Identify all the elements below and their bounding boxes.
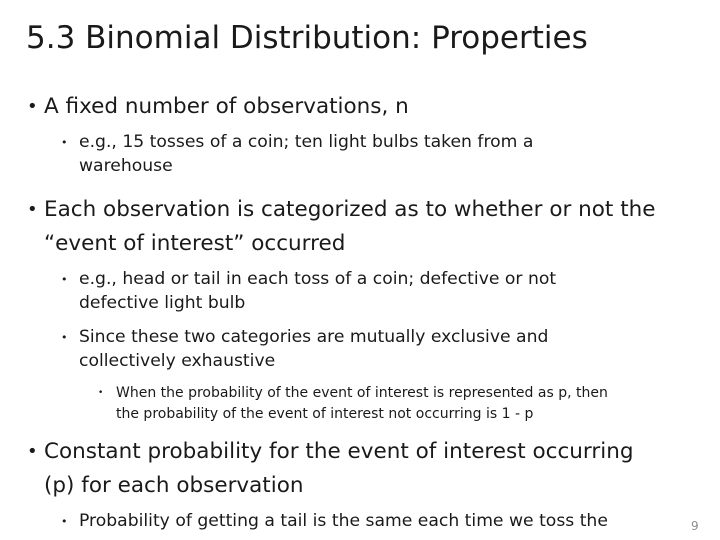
bullet-text: A fixed number of observations, n [44,94,409,119]
bullet-text-line: warehouse [79,155,173,176]
sub-sub-bullet-probability-p [98,383,608,424]
bullet-text-line: When the probability of the event of interest is represented as p, then [116,385,608,401]
bullet-text-line: Since these two categories are mutually exclusive and [79,327,549,347]
bullet-text-line: Each observation is categorized as to whether or not the [44,197,656,222]
bullet-marker: • [98,388,104,398]
bullet-marker: • [61,331,68,344]
bullet-marker: • [27,96,38,117]
bullet-text-line: (p) for each observation [44,473,304,498]
bullet-text-line: “event of interest” occurred [44,231,346,256]
bullet-text-line: collectively exhaustive [79,350,276,371]
sub-bullet-mutually-exclusive [61,326,549,373]
bullet-marker: • [27,441,38,462]
bullet-fixed-number [27,90,409,124]
bullet-text-line: e.g., head or tail in each toss of a coin; defective or not [79,269,557,289]
bullet-text-line: e.g., 15 tosses of a coin; ten light bulbs taken from a [79,132,534,152]
bullet-categorization [27,193,656,261]
bullet-constant-probability [27,435,634,503]
page-number: 9 [691,519,699,533]
bullet-marker: • [61,515,68,528]
bullet-text-line: Constant probability for the event of interest occurring [44,439,634,464]
bullet-marker: • [61,136,68,149]
bullet-marker: • [27,199,38,220]
bullet-text-line: defective light bulb [79,292,246,313]
bullet-text-line: the probability of the event of interest not occurring is 1 - p [116,405,534,422]
bullet-marker: • [61,273,68,286]
bullet-text-line: Probability of getting a tail is the same each time we toss the [79,511,608,531]
sub-bullet-tail-probability [61,510,608,534]
slide-title: 5.3 Binomial Distribution: Properties [26,20,588,56]
sub-bullet-head-tail [61,268,557,315]
sub-bullet-coin-example [61,131,534,178]
